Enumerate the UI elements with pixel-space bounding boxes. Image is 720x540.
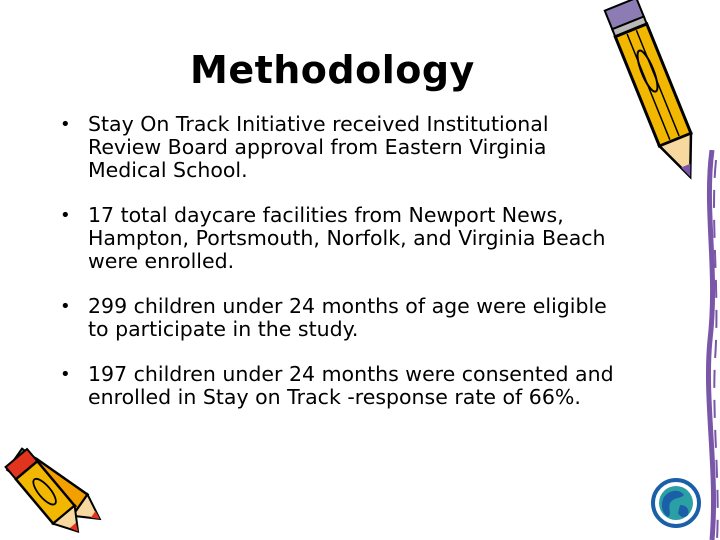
crayons-icon (0, 425, 110, 540)
bullet-dot: • (60, 114, 71, 135)
bullet-line: Stay On Track Initiative received Institutional (88, 112, 549, 136)
bullet-list (60, 113, 660, 409)
bullet-item (60, 363, 660, 409)
bullet-line: 197 children under 24 months were consented and (88, 362, 614, 386)
bullet-line: Hampton, Portsmouth, Norfolk, and Virginia Beach (88, 226, 606, 250)
bullet-item (60, 295, 660, 341)
bullet-line: 299 children under 24 months of age were eligible (88, 294, 607, 318)
bullet-line: enrolled in Stay on Track -response rate of 66%. (88, 385, 581, 409)
bullet-line: Review Board approval from Eastern Virginia (88, 135, 547, 159)
bullet-item (60, 113, 660, 182)
slide-title: Methodology (190, 48, 475, 92)
bullet-dot: • (60, 205, 71, 226)
side-rail-decoration (700, 150, 720, 540)
bullet-line: 17 total daycare facilities from Newport News, (88, 203, 564, 227)
bullet-line: were enrolled. (88, 249, 235, 273)
bullet-line: Medical School. (88, 158, 248, 182)
bullet-dot: • (60, 364, 71, 385)
bullet-item (60, 204, 660, 273)
bullet-dot: • (60, 296, 71, 317)
bullet-line: to participate in the study. (88, 317, 359, 341)
globe-logo-icon (650, 475, 702, 531)
